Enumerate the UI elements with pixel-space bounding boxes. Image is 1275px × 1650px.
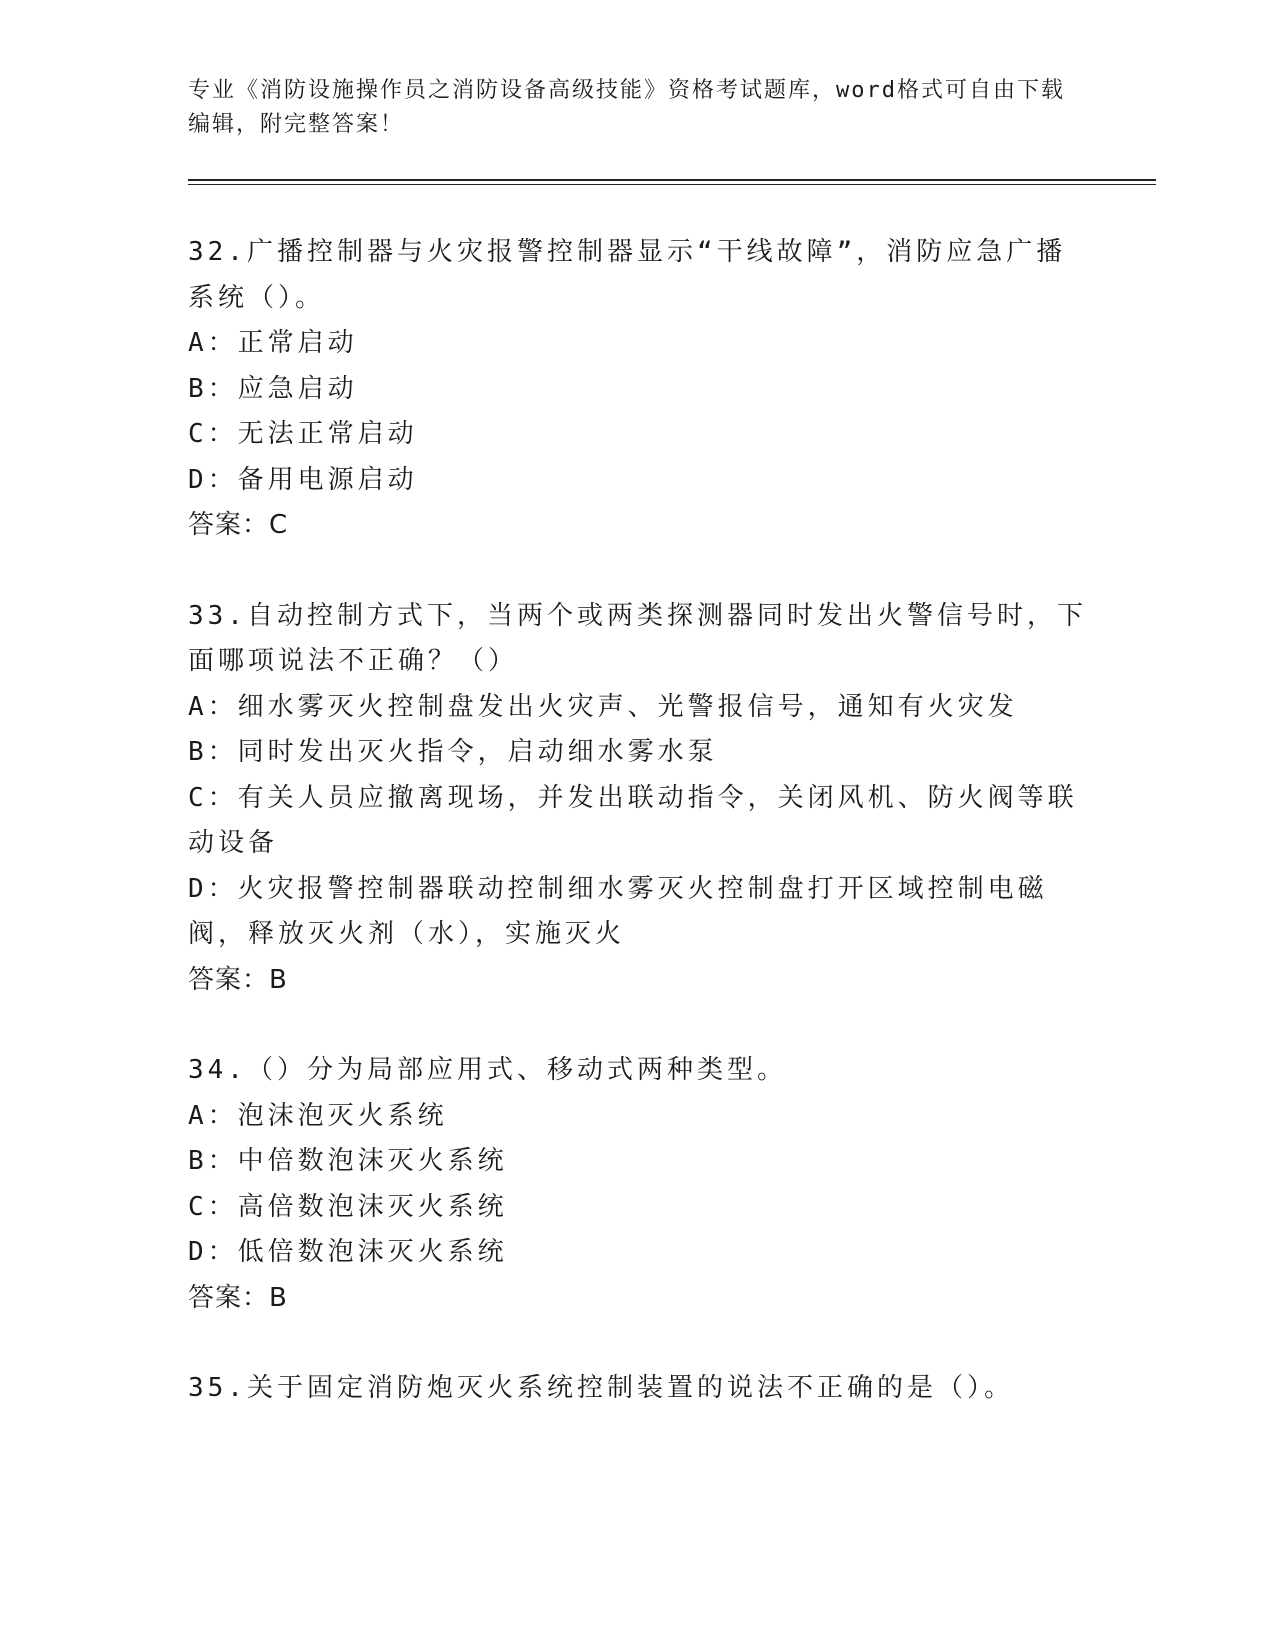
option-d: D：低倍数泡沫灭火系统 [188,1237,508,1267]
option-d: D：火灾报警控制器联动控制细水雾灭火控制盘打开区域控制电磁阀，释放灭火剂（水），实施灭火 [188,873,1048,949]
option-b: B：中倍数泡沫灭火系统 [188,1146,508,1176]
question-stem: 34.（）分为局部应用式、移动式两种类型。 [188,1055,787,1085]
answer-label: 答案：C [188,510,289,540]
option-a: A：泡沫泡灭火系统 [188,1100,448,1131]
option-b: B：应急启动 [188,373,358,404]
question-stem: 33.自动控制方式下，当两个或两类探测器同时发出火警信号时，下面哪项说法不正确？（） [188,600,1087,676]
question-32 [188,230,1088,549]
question-35 [188,1366,1088,1412]
header-divider [188,179,1156,185]
answer-label: 答案：B [188,964,288,995]
document-header-text: 专业《消防设施操作员之消防设备高级技能》资格考试题库，word格式可自由下载编辑，附完整答案！ [188,78,1065,137]
option-c: C：有关人员应撤离现场，并发出联动指令，关闭风机、防火阀等联动设备 [188,782,1078,858]
question-34 [188,1048,1088,1321]
question-list [188,230,1088,1457]
answer-label: 答案：B [188,1282,288,1313]
option-b: B：同时发出灭火指令，启动细水雾水泵 [188,737,718,767]
option-c: C：高倍数泡沫灭火系统 [188,1191,508,1222]
option-d: D：备用电源启动 [188,464,418,495]
question-33 [188,594,1088,1004]
option-a: A：细水雾灭火控制盘发出火灾声、光警报信号，通知有火灾发 [188,691,1018,722]
question-stem: 35.关于固定消防炮灭火系统控制装置的说法不正确的是（）。 [188,1373,1014,1403]
option-c: C：无法正常启动 [188,419,418,449]
option-a: A：正常启动 [188,328,358,358]
question-stem: 32.广播控制器与火灾报警控制器显示“干线故障”，消防应急广播系统（）。 [188,237,1067,313]
